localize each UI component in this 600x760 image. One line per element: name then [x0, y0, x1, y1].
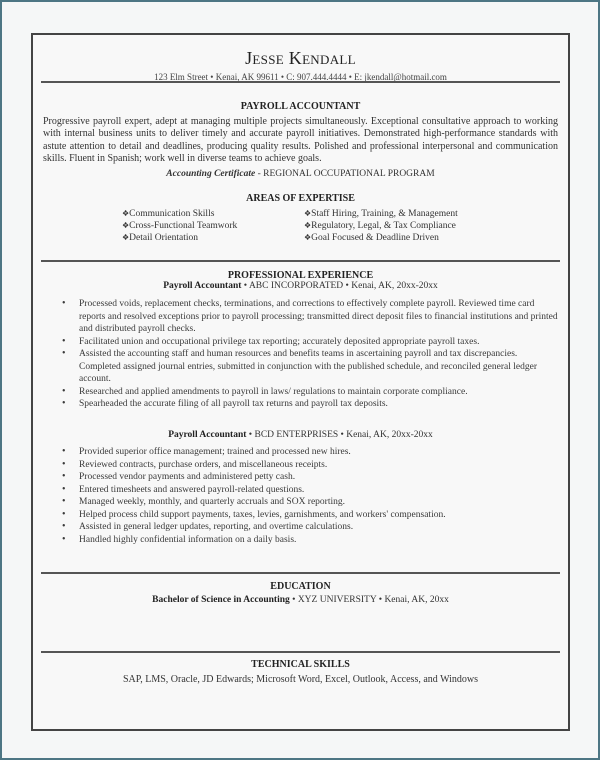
candidate-name: Jesse Kendall [245, 48, 356, 68]
job-bullet: • Helped process child support payments, taxes, levies, garnishments, and workers' compensation. [79, 509, 559, 522]
expertise-item: ❖ Detail Orientation [122, 232, 237, 244]
expertise-item: ❖ Staff Hiring, Training, & Management [304, 208, 458, 220]
education-line [33, 595, 568, 605]
job-bullet: • Reviewed contracts, purchase orders, and miscellaneous receipts. [79, 459, 559, 472]
experience-title: PROFESSIONAL EXPERIENCE [227, 270, 374, 281]
skills-title: TECHNICAL SKILLS [251, 659, 350, 670]
job-bullet: • Entered timesheets and answered payroll-related questions. [79, 484, 559, 497]
divider [41, 651, 560, 653]
degree: Bachelor of Science in Accounting [152, 595, 290, 605]
divider [41, 81, 560, 83]
job-bullet: • Researched and applied amendments to payroll in laws/ regulations to maintain corporate compliance. [79, 386, 559, 399]
summary-text: Progressive payroll expert, adept at managing multiple projects simultaneously. Exceptional consultative approach to working with internal business units to deliver timely and accurate payroll initiatives. Demonstrated high-performance standards with astute attention to detail and deadlines, producing quality results. Polished and professional interpersonal and communication skills. Fluent in Spanish; work well in diverse teams to achieve goals. [43, 116, 558, 165]
job-bullet: • Processed vendor payments and administered petty cash. [79, 471, 559, 484]
divider [41, 572, 560, 574]
skills-text: SAP, LMS, Oracle, JD Edwards; Microsoft Word, Excel, Outlook, Access, and Windows [122, 674, 479, 685]
expertise-item: ❖ Goal Focused & Deadline Driven [304, 232, 458, 244]
job-bullet: • Spearheaded the accurate filing of all payroll tax returns and payroll tax deposits. [79, 398, 559, 411]
expertise-item: ❖ Regulatory, Legal, & Tax Compliance [304, 220, 458, 232]
certificate-line [33, 169, 568, 179]
expertise-title: AREAS OF EXPERTISE [246, 193, 355, 204]
job-bullets [79, 298, 559, 411]
job-bullets [79, 446, 559, 546]
certificate-program: - REGIONAL OCCUPATIONAL PROGRAM [255, 169, 435, 179]
job-bullet: • Managed weekly, monthly, and quarterly accruals and SOX reporting. [79, 496, 559, 509]
job-bullet: • Assisted in general ledger updates, reporting, and overtime calculations. [79, 521, 559, 534]
job-details: • ABC INCORPORATED • Kenai, AK, 20xx-20xx [241, 281, 438, 291]
expertise-item: ❖ Cross-Functional Teamwork [122, 220, 237, 232]
job-bullet: • Facilitated union and occupational privilege tax reporting; accurately deposited appropriate payroll taxes. [79, 336, 559, 349]
education-details: • XYZ UNIVERSITY • Kenai, AK, 20xx [289, 595, 449, 605]
resume-document [31, 33, 570, 731]
job-bullet: • Handled highly confidential information on a daily basis. [79, 534, 559, 547]
expertise-left-list [122, 208, 237, 244]
expertise-item: ❖ Communication Skills [122, 208, 237, 220]
job-bullet: • Processed voids, replacement checks, terminations, and corrections to effectively complete payroll. Reviewed time card reports and resolved exceptions prior to payroll processing; transmitted direct deposit files to financial institutions and printed and distributed payroll checks. [79, 298, 559, 336]
contact-info: 123 Elm Street • Kenai, AK 99611 • C: 907.444.4444 • E: jkendall@hotmail.com [154, 72, 447, 82]
job-role: Payroll Accountant [168, 430, 247, 440]
job-role: Payroll Accountant [163, 281, 242, 291]
certificate-name: Accounting Certificate [166, 169, 256, 179]
job-bullet: • Provided superior office management; trained and processed new hires. [79, 446, 559, 459]
job-header [33, 281, 568, 291]
job-header [33, 430, 568, 440]
job-bullet: • Assisted the accounting staff and human resources and benefits teams in ascertaining payroll and tax discrepancies. Completed assigned journal entries, submitted in conjunction with the published schedule, and reconciled general ledger account. [79, 348, 559, 386]
divider [41, 260, 560, 262]
expertise-right-list [304, 208, 458, 244]
summary-title: PAYROLL ACCOUNTANT [240, 101, 361, 112]
education-title: EDUCATION [270, 581, 331, 592]
job-details: • BCD ENTERPRISES • Kenai, AK, 20xx-20xx [246, 430, 433, 440]
